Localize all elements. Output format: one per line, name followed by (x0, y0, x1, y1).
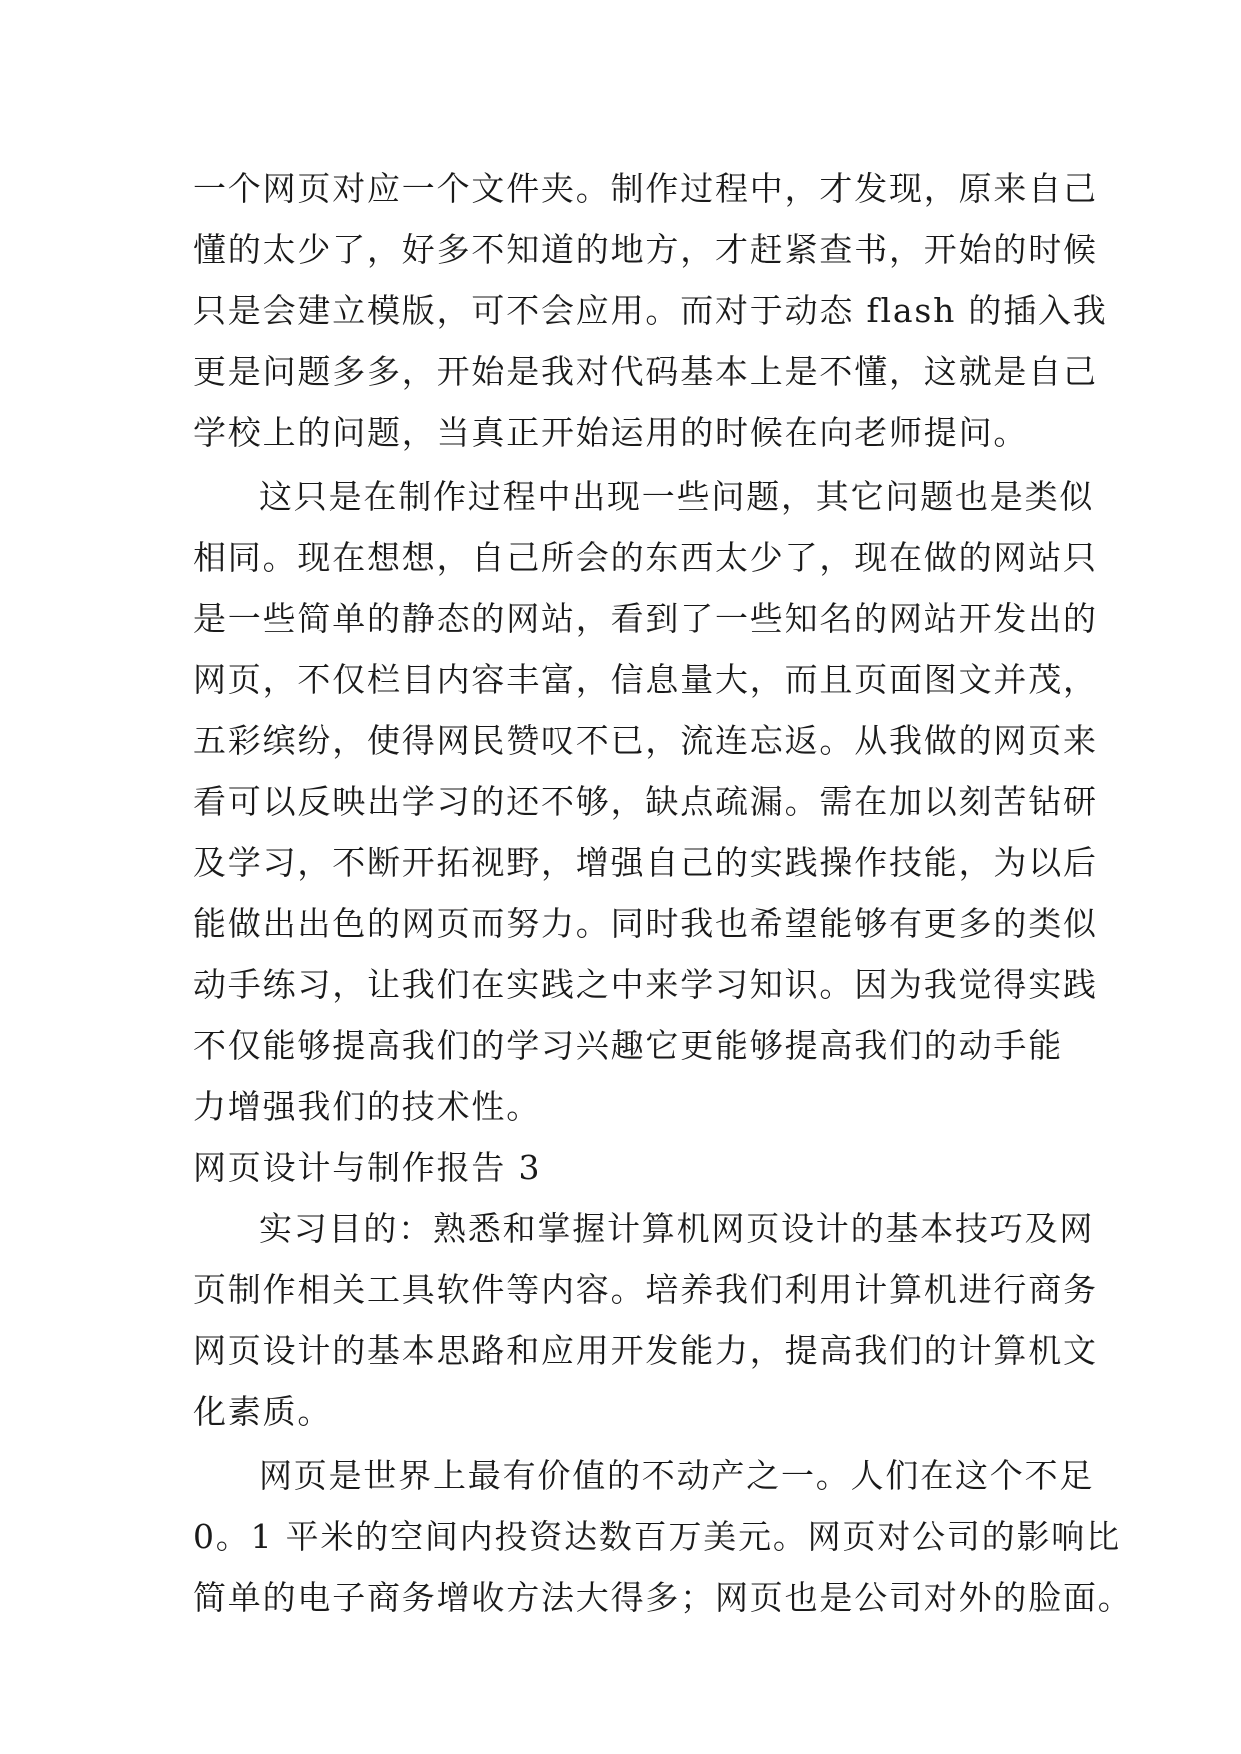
text-line: 能做出出色的网页而努力。同时我也希望能够有更多的类似 (193, 904, 1098, 943)
text-line: 相同。现在想想，自己所会的东西太少了，现在做的网站只 (193, 538, 1098, 577)
text-line: 懂的太少了，好多不知道的地方，才赶紧查书，开始的时候 (193, 230, 1098, 269)
text-line: 简单的电子商务增收方法大得多；网页也是公司对外的脸面。 (193, 1578, 1133, 1617)
paragraph-continuation (193, 158, 1108, 463)
text-line: 网页，不仅栏目内容丰富，信息量大，而且页面图文并茂， (193, 660, 1098, 699)
document-body (193, 158, 1133, 1628)
heading-text: 网页设计与制作报告 3 (193, 1148, 542, 1187)
paragraph-web-value (193, 1445, 1133, 1628)
text-line: 五彩缤纷，使得网民赞叹不已，流连忘返。从我做的网页来 (193, 721, 1098, 760)
text-line: 0。1 平米的空间内投资达数百万美元。网页对公司的影响比 (193, 1517, 1121, 1556)
text-line: 学校上的问题，当真正开始运用的时候在向老师提问。 (193, 413, 1029, 452)
text-line: 网页设计的基本思路和应用开发能力，提高我们的计算机文 (193, 1331, 1098, 1370)
text-line: 及学习，不断开拓视野，增强自己的实践操作技能，为以后 (193, 843, 1098, 882)
text-line: 这只是在制作过程中出现一些问题，其它问题也是类似 (259, 477, 1095, 516)
text-line: 动手练习，让我们在实践之中来学习知识。因为我觉得实践 (193, 965, 1098, 1004)
text-line: 是一些简单的静态的网站，看到了一些知名的网站开发出的 (193, 599, 1098, 638)
text-line: 看可以反映出学习的还不够，缺点疏漏。需在加以刻苦钻研 (193, 782, 1098, 821)
text-line: 页制作相关工具软件等内容。培养我们利用计算机进行商务 (193, 1270, 1098, 1309)
text-line: 一个网页对应一个文件夹。制作过程中，才发现，原来自己 (193, 169, 1098, 208)
text-line: 更是问题多多，开始是我对代码基本上是不懂，这就是自己 (193, 352, 1098, 391)
text-line: 力增强我们的技术性。 (193, 1087, 541, 1126)
text-line: 不仅能够提高我们的学习兴趣它更能够提高我们的动手能 (193, 1026, 1063, 1065)
section-heading (193, 1137, 1053, 1198)
text-line: 网页是世界上最有价值的不动产之一。人们在这个不足 (259, 1456, 1095, 1495)
paragraph-reflection (193, 466, 1098, 1137)
text-line: 只是会建立模版，可不会应用。而对于动态 flash 的插入我 (193, 291, 1108, 330)
text-line: 实习目的：熟悉和掌握计算机网页设计的基本技巧及网 (259, 1209, 1095, 1248)
paragraph-purpose (193, 1198, 1098, 1442)
text-line: 化素质。 (193, 1392, 333, 1431)
